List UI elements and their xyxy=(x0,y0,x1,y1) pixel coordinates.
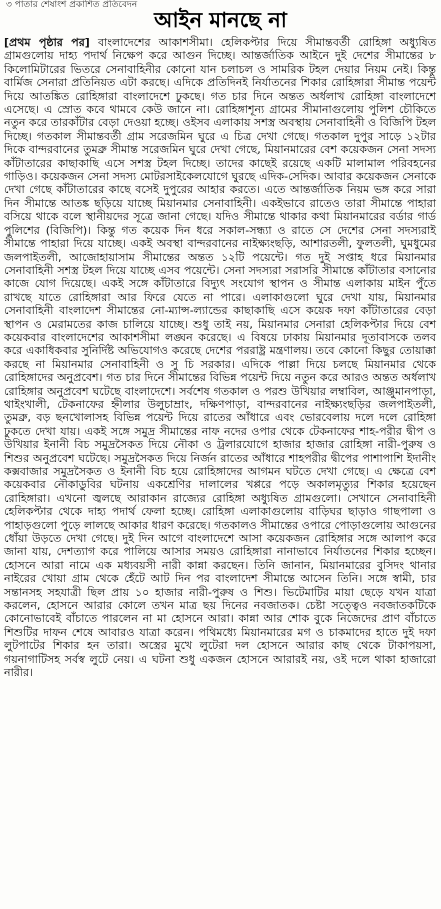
article-body xyxy=(4,36,436,680)
article-paragraph xyxy=(4,36,436,680)
paragraph-text: বাংলাদেশের আকাশসীমা। হেলিকপ্টার দিয়ে সীমান্তবর্তী রোহিঙ্গা অধ্যুষিত গ্রামগুলোয় দাহ্য পদার্থ নিক্ষেপ করে আগুন দিচ্ছে। আন্তর্জাতিক আইনে দুই দেশের সীমান্তের ৮ কিলোমিটারের ভিতরে সেনাবাহিনীর কোনো যান চলাচল ও সামরিক টহল দেয়ার নিয়ম নেই। কিন্তু বার্মিজ সেনারা প্রতিনিয়ত এটা করছে। এদিকে প্রতিদিনই নির্যাতনের শিকার রোহিঙ্গারা সীমান্ত পয়েন্ট দিয়ে আতঙ্কিত রোহিঙ্গারা বাংলাদেশে ঢুকছে। গত চার দিনে অন্তত অর্ধলাখ রোহিঙ্গা বাংলাদেশে এসেছে। এ স্রোত কবে থামবে কেউ জানে না। রোহিঙ্গাশূন্য গ্রামের সীমানাগুলোয় পুলিশ চৌকিতে নতুন করে তারকাঁটার বেড়া দেওয়া হচ্ছে। ওইসব এলাকায় সশস্ত্র অবস্থায় সেনাবাহিনী ও বিজিপি টহল দিচ্ছে। গতকাল সীমান্তবর্তী গ্রাম সরেজমিন ঘুরে এ চিত্র দেখা গেছে। গতকাল দুপুর সাড়ে ১২টার দিকে বান্দরবানের তুমব্রু সীমান্ত সরেজমিন ঘুরে দেখা গেছে, মিয়ানমারের বেশ কয়েকজন সেনা সদস্য কাঁটাতারের কাছাকাছি এসে সশস্ত্র টহল দিচ্ছে। তাদের কাছেই রয়েছে একটি মালামাল পরিবহনের গাড়িও। কয়েকজন সেনা সদস্য মোটরসাইকেলযোগে ঘুরছে এদিক-সেদিক। আবার কয়েকজন সেনাকে দেখা গেছে কাঁটাতারের কাছে বসেই দুপুরের আহার করতে। এতে আন্তর্জাতিক নিয়ম ভঙ্গ করে সারা দিন সীমান্তে আতঙ্ক ছড়িয়ে যাচ্ছে মিয়ানমার সেনাবাহিনী। একইভাবে রাতেও তারা সীমান্তে পাহারা বসিয়ে থাকে বলে স্থানীয়দের সূত্রে জানা গেছে। যদিও সীমান্তে থাকার কথা মিয়ানমারের বর্ডার গার্ড পুলিশের (বিজিপি)। কিন্তু গত কয়েক দিন ধরে সকাল-সন্ধ্যা ও রাতে সে দেশের সেনা সদস্যরাই সীমান্তে পাহারা দিয়ে যাচ্ছে। একই অবস্থা বান্দরবানের নাইক্ষ্যংছড়ি, আশারতলী, ফুলতলী, ঘুমধুমের জলপাইতলী, আজোহায়াসাম সীমান্তের অন্তত ১২টি পয়েন্টে। গত দুই সপ্তাহ ধরে মিয়ানমার সেনাবাহিনী সশস্ত্র টহল দিয়ে যাচ্ছে এসব পয়েন্টে। সেনা সদস্যরা সরাসরি সীমান্তে কাঁটাতার বসানোর কাজে যোগ দিয়েছে। একই সঙ্গে কাঁটাতারে বিদ্যুৎ সংযোগ স্থাপন ও সীমান্ত এলাকায় মাইন পুঁতে রাখছে যাতে রোহিঙ্গারা আর ফিরে যেতে না পারে। এলাকাগুলো ঘুরে দেখা যায়, মিয়ানমার সেনাবাহিনী বাংলাদেশ সীমান্তের নো-ম্যান্স-ল্যান্ডের কাছাকাছি এসে কয়েক দফা কাঁটাতারের বেড়া স্থাপন ও মেরামতের কাজ চালিয়ে যাচ্ছে। শুধু তাই নয়, মিয়ানমার সেনারা হেলিকপ্টার দিয়ে বেশ কয়েকবার বাংলাদেশের আকাশসীমা লঙ্ঘন করেছে। এ বিষয়ে ঢাকায় মিয়ানমার দূতাবাসকে তলব করে একাধিকবার সুনির্দিষ্ট অভিযোগও করেছে দেশের পররাষ্ট্র মন্ত্রণালয়। তবে কোনো কিছুর তোয়াক্কা করছে না মিয়ানমার সেনাবাহিনী ও সু চি সরকার। এদিকে পাল্লা দিয়ে চলছে মিয়ানমার থেকে রোহিঙ্গাদের অনুপ্রবেশ। গত চার দিনে সীমান্তের বিভিন্ন পয়েন্ট দিয়ে নতুন করে আরও অন্তত অর্ধলাখ রোহিঙ্গার অনুপ্রবেশ ঘটেছে বাংলাদেশে। সর্বশেষ গতকাল ও পরশু উখিয়ার লম্বাবিল, আঞ্জুমানপাড়া, থাইংখালী, টেকনাফের হ্নীলার উলুচাম্রাং, দক্ষিণপাড়া, বান্দরবানের নাইক্ষ্যংছড়ির জলপাইতলী, তুমব্রু, বড় ছনখোলাসহ বিভিন্ন পয়েন্ট দিয়ে রাতের আঁধারে এবং ভোরবেলায় দলে দলে রোহিঙ্গা ঢুকতে দেখা যায়। একই সঙ্গে সমুদ্র সীমান্তের নাফ নদের ওপার থেকে টেকনাফের শাহ-পরীর দ্বীপ ও উখিয়ার ইনানী বিচ সমুদ্রসৈকত দিয়ে নৌকা ও ট্রলারযোগে হাজার হাজার রোহিঙ্গা নারী-পুরুষ ও শিশুর অনুপ্রবেশ ঘটেছে। সমুদ্রসৈকত দিয়ে নির্জন রাতের আঁধারে শাহপরীর দ্বীপের পাশাপাশি ইদানীং কক্সবাজার সমুদ্রসৈকত ও ইনানী বিচ হয়ে রোহিঙ্গাদের আগমন ঘটতে দেখা গেছে। এ ক্ষেত্রে বেশ কয়েকবার নৌকাডুবির ঘটনায় একশ্রেণির দালালের খপ্পরে পড়ে অকালমৃত্যুর শিকার হয়েছেন রোহিঙ্গারা। এখনো জ্বলছে আরাকান রাজ্যের রোহিঙ্গা অধ্যুষিত গ্রামগুলো। সেখানে সেনাবাহিনী হেলিকপ্টার থেকে দাহ্য পদার্থ ফেলা হচ্ছে। রোহিঙ্গা এলাকাগুলোয় বাড়িঘর ছাড়াও গাছপালা ও পাহাড়গুলো পুড়ে লালছে আকার ধারণ করেছে। গতকালও সীমান্তের ওপারে পোড়াগুলোয় আগুনের ধোঁয়া উড়তে দেখা গেছে। দুই দিন আগে বাংলাদেশে আসা কয়েকজন রোহিঙ্গার সঙ্গে আলাপ করে জানা যায়, দেশত্যাগ করে পালিয়ে আসার সময়ও রোহিঙ্গারা নানাভাবে নির্যাতনের শিকার হচ্ছেন। হোসনে আরা নামে এক মধ্যবয়সী নারী কান্না করছেন। তিনি জানান, মিয়ানমারের বুসিদং থানার নাইরের খোয়া গ্রাম থেকে হেঁটে আট দিন পর বাংলাদেশ সীমান্তে আসেন তিনি। সঙ্গে স্বামী, চার সন্তানসহ সহযাত্রী ছিল প্রায় ১০ হাজার নারী-পুরুষ ও শিশু। ভিটেমাটির মায়া ছেড়ে যখন যাত্রা করলেন, হোসনে আরার কোলে তখন মাত্র ছয় দিনের নবজাতক। চেষ্টা সত্ত্বেও নবজাতকটিকে কোনোভাবেই বাঁচাতে পারলেন না মা হোসনে আরা। কান্না আর শোক বুকে নিজেদের প্রাণ বাঁচাতে শিশুটির দাফন শেষে আবারও যাত্রা করেন। পথিমধ্যে মিয়ানমারের মগ ও চাকমাদের হাতে দুই দফা লুটপাটের শিকার হন তারা। অস্ত্রের মুখে লুটেরা দল হোসনে আরার কাছ থেকে টাকাপয়সা, গয়নাগাটিসহ সর্বস্ব লুটে নেয়। এ ঘটনা শুধু একজন হোসনে আরারই নয়, ওই দলে থাকা হাজারো নারীর। xyxy=(4,36,436,680)
top-strip-text: ৩ পাতার শেষাংশ প্রকাশিত প্রতিবেদন xyxy=(6,0,138,10)
continued-tag: [প্রথম পৃষ্ঠার পর] xyxy=(4,36,90,49)
headline: আইন মানছে না xyxy=(154,8,287,32)
